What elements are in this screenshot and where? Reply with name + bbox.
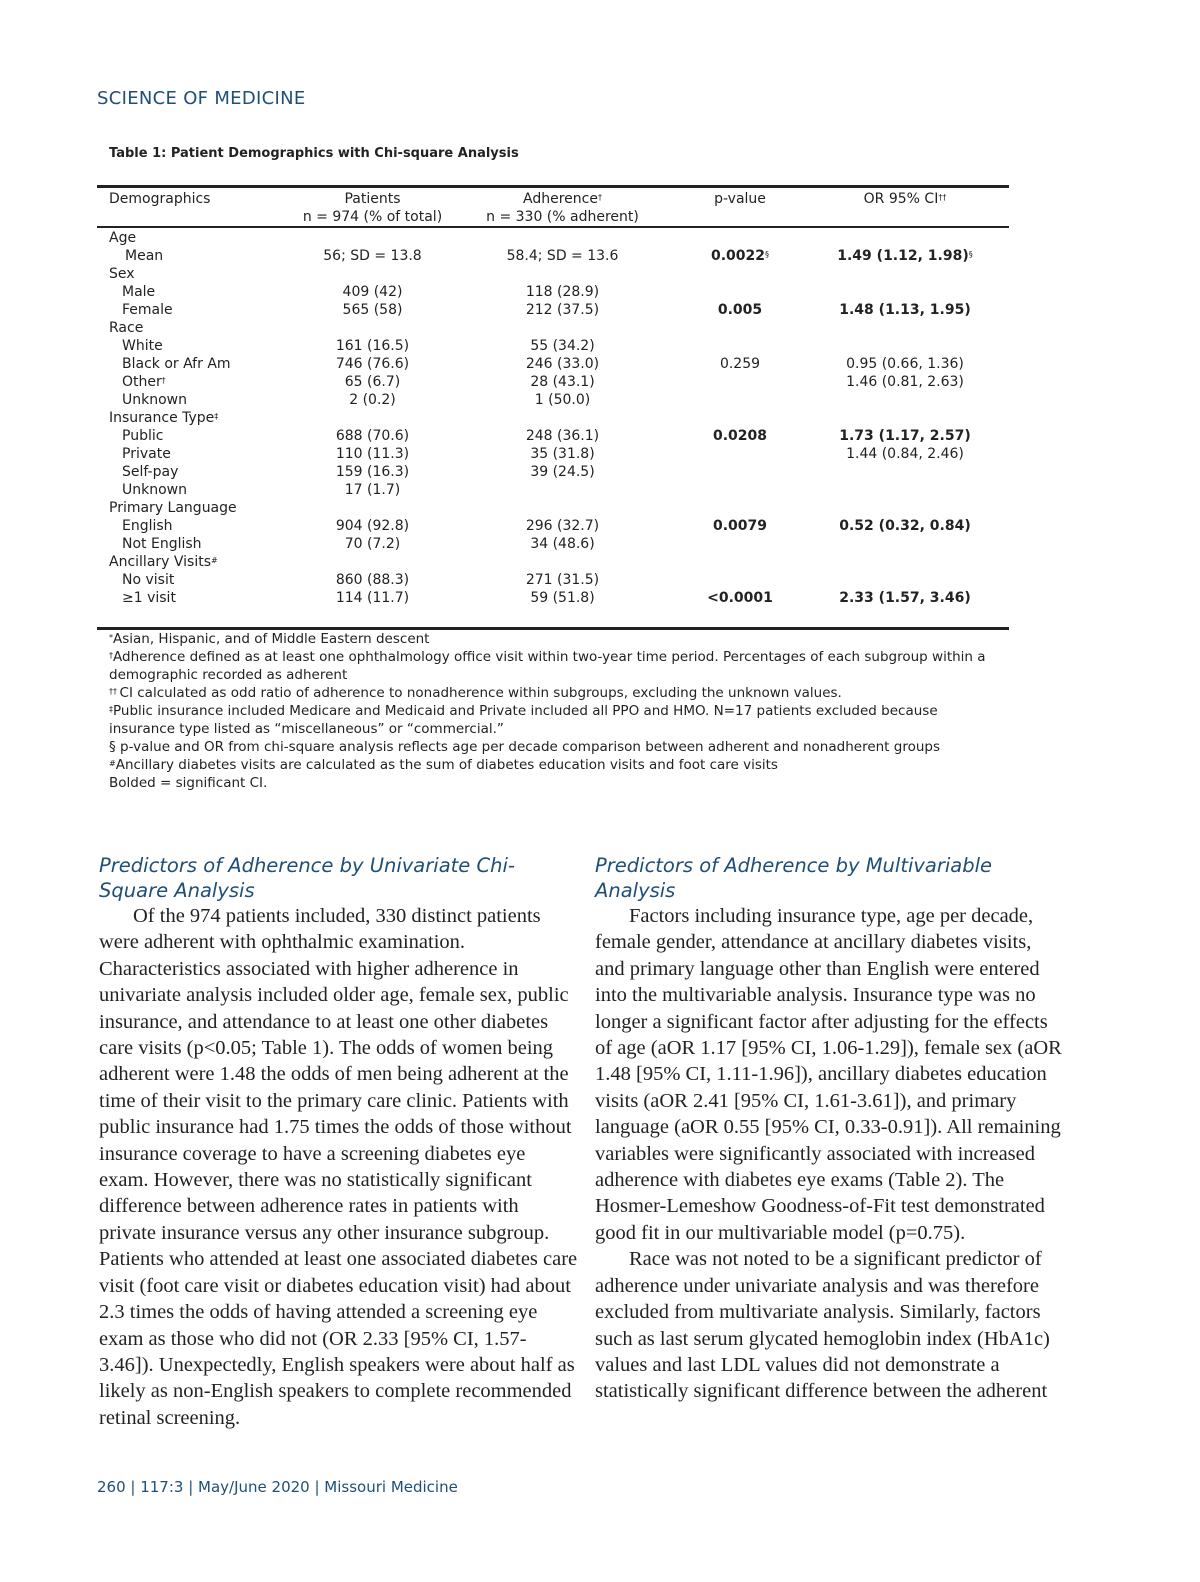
- table-row: [0, 535, 1200, 553]
- cell-adherence: 296 (32.7): [525, 518, 600, 534]
- cell-patients: 159 (16.3): [335, 464, 410, 480]
- table-footnotes: [109, 630, 989, 792]
- cell-or: [835, 427, 975, 445]
- cell-patients: 860 (88.3): [335, 572, 410, 588]
- cell-pvalue: [680, 247, 800, 265]
- cell-adherence: 118 (28.9): [525, 284, 600, 300]
- cell-pvalue: [680, 517, 800, 535]
- cell-pvalue-text: 0.0208: [712, 428, 768, 444]
- row-label-text: ≥1 visit: [122, 590, 176, 606]
- footnote-text: Bolded = significant CI.: [109, 775, 268, 791]
- table-row: [0, 571, 1200, 589]
- row-label-text: Private: [122, 446, 171, 462]
- cell-patients: 56; SD = 13.8: [323, 248, 422, 264]
- cell-or: [835, 247, 975, 265]
- cell-or-text: 1.49 (1.12, 1.98): [837, 248, 969, 264]
- row-label-text: Other: [122, 374, 162, 390]
- cell-adherence: 35 (31.8): [530, 446, 595, 462]
- cell-pvalue-mark: §: [765, 250, 770, 259]
- section-label: SCIENCE OF MEDICINE: [97, 88, 306, 109]
- table-row: [0, 265, 1200, 283]
- row-label-text: No visit: [122, 572, 175, 588]
- footnote: [109, 774, 989, 792]
- footnote-text: Adherence defined as at least one ophthalmology office visit within two-year time period. Percentages of each subgroup within a demographic recorded as adherent: [109, 649, 986, 683]
- row-label-text: Female: [122, 302, 173, 318]
- header-adherence-sub: n = 330 (% adherent): [486, 209, 639, 225]
- footnote-text: Asian, Hispanic, and of Middle Eastern descent: [113, 631, 430, 647]
- cell-or: [835, 517, 975, 535]
- cell-or-text: 2.33 (1.57, 3.46): [839, 590, 971, 606]
- table-row: [0, 499, 1200, 517]
- right-column-paragraph: Factors including insurance type, age per decade, female gender, attendance at ancillary diabetes visits, and primary language other than English were entered into the multivariable analysis. Insurance type was no longer a significant factor after adjusting for the effects of age (aOR 1.17 [95% CI, 1.06-1.29]), female sex (aOR 1.48 [95% CI, 1.11-1.96]), ancillary diabetes education visits (aOR 2.41 [95% CI, 1.61-3.61]), and primary language (aOR 0.55 [95% CI, 0.33-0.91]). All remaining variables were significantly associated with increased adherence with diabetes eye exams (Table 2). The Hosmer-Lemeshow Goodness-of-Fit test demonstrated good fit in our multivariable model (p=0.75).: [595, 905, 1062, 1244]
- footnote-text: Public insurance included Medicare and Medicaid and Private included all PPO and HMO. N=17 patients excluded because insurance type listed as “miscellaneous” or “commercial.”: [109, 703, 938, 737]
- row-label: [122, 481, 187, 499]
- cell-or: [835, 445, 975, 463]
- cell-or-text: 0.95 (0.66, 1.36): [846, 356, 964, 372]
- row-label-text: Unknown: [122, 482, 187, 498]
- header-or: [835, 190, 975, 208]
- row-label: [109, 409, 218, 427]
- cell-or-text: 1.46 (0.81, 2.63): [846, 374, 964, 390]
- cell-pvalue-text: <0.0001: [707, 590, 773, 606]
- table-row: [0, 355, 1200, 373]
- row-label-text: English: [122, 518, 173, 534]
- cell-patients: 114 (11.7): [335, 590, 410, 606]
- cell-or-text: 0.52 (0.32, 0.84): [839, 518, 971, 534]
- row-label-mark: ‡: [214, 412, 219, 421]
- cell-adherence: 58.4; SD = 13.6: [506, 248, 619, 264]
- cell-pvalue: [680, 301, 800, 319]
- footnote: [109, 648, 989, 684]
- cell-adherence: 55 (34.2): [530, 338, 595, 354]
- table-row: [0, 247, 1200, 265]
- cell-or: [835, 373, 975, 391]
- cell-patients: 161 (16.5): [335, 338, 410, 354]
- row-label: [125, 247, 163, 265]
- footnote-mark: ‡: [109, 705, 113, 714]
- table-row: [0, 391, 1200, 409]
- cell-pvalue-text: 0.0079: [712, 518, 768, 534]
- row-label: [122, 445, 171, 463]
- table-row: [0, 409, 1200, 427]
- row-label: [122, 355, 231, 373]
- row-label: [122, 283, 155, 301]
- header-patients-sub: n = 974 (% of total): [302, 209, 443, 225]
- table-row: [0, 319, 1200, 337]
- cell-pvalue: [680, 355, 800, 373]
- header-adherence: [480, 190, 645, 226]
- page-footer: 260 | 117:3 | May/June 2020 | Missouri Medicine: [97, 1478, 458, 1496]
- table-row: [0, 481, 1200, 499]
- row-label-text: Self-pay: [122, 464, 179, 480]
- row-label-text: Race: [109, 320, 144, 336]
- footnote: [109, 702, 989, 738]
- cell-patients: 688 (70.6): [335, 428, 410, 444]
- table-row: [0, 445, 1200, 463]
- footnote-mark: #: [109, 759, 116, 768]
- row-label: [109, 553, 218, 571]
- header-adherence-mark: †: [597, 193, 602, 202]
- row-label-text: Unknown: [122, 392, 187, 408]
- cell-or: [835, 589, 975, 607]
- table-row: [0, 463, 1200, 481]
- footnote-mark: *: [109, 633, 113, 642]
- cell-patients: 2 (0.2): [349, 392, 396, 408]
- footnote-text: CI calculated as odd ratio of adherence to nonadherence within subgroups, excluding the unknown values.: [119, 685, 842, 701]
- footnote-mark: †: [109, 651, 113, 660]
- cell-or-text: 1.48 (1.13, 1.95): [839, 302, 971, 318]
- row-label: [109, 499, 237, 517]
- footnote: [109, 630, 989, 648]
- row-label: [122, 427, 163, 445]
- cell-patients: 904 (92.8): [335, 518, 410, 534]
- header-patients: [290, 190, 455, 226]
- cell-adherence: 271 (31.5): [525, 572, 600, 588]
- cell-adherence: 1 (50.0): [534, 392, 591, 408]
- row-label: [122, 301, 173, 319]
- row-label: [122, 589, 176, 607]
- left-column: [99, 853, 579, 1431]
- table-row: [0, 589, 1200, 607]
- footnote: [109, 684, 989, 702]
- cell-adherence: 248 (36.1): [525, 428, 600, 444]
- table-row: [0, 517, 1200, 535]
- header-patients-label: Patients: [344, 191, 401, 207]
- header-demographics: Demographics: [109, 191, 211, 207]
- row-label-text: Male: [122, 284, 156, 300]
- cell-patients: 65 (6.7): [344, 374, 401, 390]
- cell-pvalue: [680, 427, 800, 445]
- cell-patients: 746 (76.6): [335, 356, 410, 372]
- footnote: [109, 756, 989, 774]
- table-row: [0, 337, 1200, 355]
- right-column-heading: Predictors of Adherence by Multivariable Analysis: [595, 854, 993, 902]
- footnote-text: § p-value and OR from chi-square analysis reflects age per decade comparison between adherent and nonadherent groups: [109, 739, 941, 755]
- cell-patients: 110 (11.3): [335, 446, 410, 462]
- row-label-text: Primary Language: [109, 500, 237, 516]
- cell-patients: 17 (1.7): [344, 482, 401, 498]
- table-top-rule: [97, 185, 1009, 188]
- header-or-mark: ††: [938, 193, 947, 202]
- row-label: [122, 517, 173, 535]
- table-caption: Table 1: Patient Demographics with Chi-square Analysis: [109, 146, 519, 161]
- row-label: [122, 337, 163, 355]
- row-label-text: Age: [109, 230, 137, 246]
- row-label-text: Mean: [125, 248, 164, 264]
- cell-adherence: 39 (24.5): [530, 464, 595, 480]
- footnote-text: Ancillary diabetes visits are calculated as the sum of diabetes education visits and foot care visits: [115, 757, 778, 773]
- row-label: [109, 229, 136, 247]
- cell-patients: 70 (7.2): [344, 536, 401, 552]
- table-row: [0, 229, 1200, 247]
- row-label-text: Insurance Type: [109, 410, 215, 426]
- right-column: [595, 853, 1065, 1405]
- row-label-text: Black or Afr Am: [122, 356, 231, 372]
- cell-pvalue: [680, 589, 800, 607]
- table-header-rule: [97, 226, 1009, 228]
- table-row: [0, 553, 1200, 571]
- row-label: [122, 463, 178, 481]
- cell-patients: 565 (58): [342, 302, 403, 318]
- left-column-heading: Predictors of Adherence by Univariate Chi-Square Analysis: [99, 854, 515, 902]
- row-label: [122, 391, 187, 409]
- row-label: [122, 571, 174, 589]
- cell-adherence: 34 (48.6): [530, 536, 595, 552]
- cell-pvalue-text: 0.005: [717, 302, 763, 318]
- cell-or-mark: §: [968, 250, 973, 259]
- table-row: [0, 283, 1200, 301]
- row-label: [109, 265, 135, 283]
- row-label-text: Ancillary Visits: [109, 554, 212, 570]
- row-label: [109, 319, 143, 337]
- cell-patients: 409 (42): [342, 284, 403, 300]
- header-or-label: OR 95% CI: [863, 191, 939, 207]
- footnote-mark: ††: [109, 687, 120, 696]
- row-label: [122, 535, 202, 553]
- left-column-paragraph: Of the 974 patients included, 330 distinct patients were adherent with ophthalmic examination. Characteristics associated with higher adherence in univariate analysis included older age, female sex, public insurance, and attendance to at least one other diabetes care visits (p<0.05; Table 1). The odds of women being adherent were 1.48 the odds of men being adherent at the time of their visit to the primary care clinic. Patients with public insurance had 1.75 times the odds of those without insurance coverage to have a screening diabetes eye exam. However, there was no statistically significant difference between adherence rates in patients with private insurance versus any other insurance subgroup. Patients who attended at least one associated diabetes care visit (foot care visit or diabetes education visit) had about 2.3 times the odds of having attended a screening eye exam as those who did not (OR 2.33 [95% CI, 1.57-3.46]). Unexpectedly, English speakers were about half as likely as non-English speakers to complete recommended retinal screening.: [99, 905, 578, 1429]
- right-column-paragraph: Race was not noted to be a significant predictor of adherence under univariate analysis and was therefore excluded from multivariate analysis. Similarly, factors such as last serum glycated hemoglobin index (HbA1c) values and last LDL values did not demonstrate a statistically significant difference between the adherent: [595, 1248, 1050, 1403]
- row-label-mark: #: [211, 556, 218, 565]
- row-label-text: White: [122, 338, 163, 354]
- cell-or: [835, 301, 975, 319]
- cell-or-text: 1.44 (0.84, 2.46): [846, 446, 964, 462]
- table-row: [0, 373, 1200, 391]
- cell-adherence: 212 (37.5): [525, 302, 600, 318]
- cell-pvalue-text: 0.0022: [710, 248, 766, 264]
- header-adherence-label: Adherence: [523, 191, 598, 207]
- cell-adherence: 28 (43.1): [530, 374, 595, 390]
- row-label-text: Public: [122, 428, 164, 444]
- cell-or-text: 1.73 (1.17, 2.57): [839, 428, 971, 444]
- cell-adherence: 246 (33.0): [525, 356, 600, 372]
- footnote: [109, 738, 989, 756]
- cell-adherence: 59 (51.8): [530, 590, 595, 606]
- cell-pvalue-text: 0.259: [719, 356, 761, 372]
- row-label-mark: †: [161, 376, 166, 385]
- row-label-text: Not English: [122, 536, 202, 552]
- row-label-text: Sex: [109, 266, 135, 282]
- header-pvalue: p-value: [714, 191, 766, 207]
- cell-or: [835, 355, 975, 373]
- table-row: [0, 427, 1200, 445]
- row-label: [122, 373, 166, 391]
- table-row: [0, 301, 1200, 319]
